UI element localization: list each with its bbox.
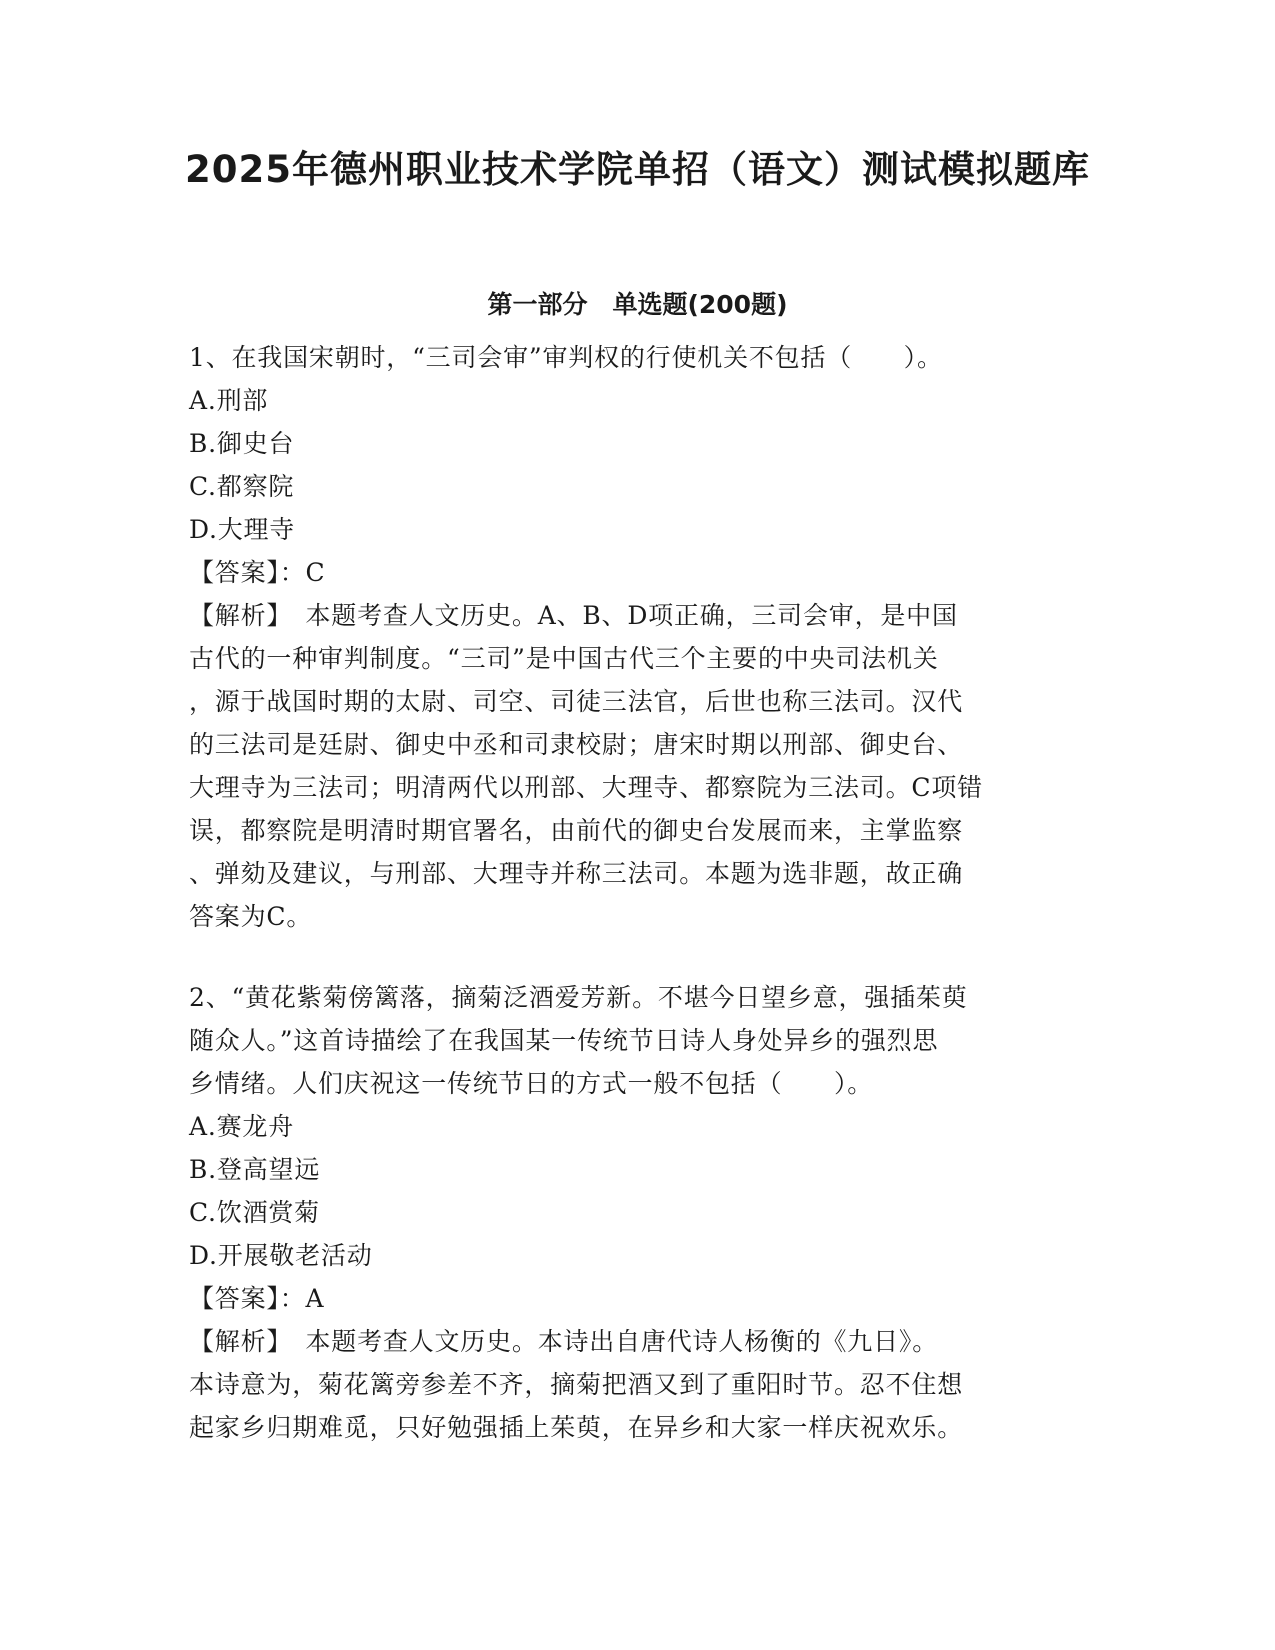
- analysis-line: 的三法司是廷尉、御史中丞和司隶校尉；唐宋时期以刑部、御史台、: [189, 730, 964, 759]
- option-c: C.都察院: [189, 472, 295, 501]
- analysis-line: 大理寺为三法司；明清两代以刑部、大理寺、都察院为三法司。C项错: [189, 773, 983, 802]
- section-heading: 第一部分 单选题(200题): [487, 290, 788, 319]
- question-2: [189, 976, 1089, 1449]
- question-1: [189, 336, 1089, 938]
- analysis-line: 误，都察院是明清时期官署名，由前代的御史台发展而来，主掌监察: [189, 816, 964, 845]
- analysis-line: 【解析】 本题考查人文历史。A、B、D项正确，三司会审，是中国: [189, 601, 958, 630]
- analysis-line: ，源于战国时期的太尉、司空、司徒三法官，后世也称三法司。汉代: [189, 687, 964, 716]
- analysis-line: 本诗意为，菊花篱旁参差不齐，摘菊把酒又到了重阳时节。忍不住想: [189, 1370, 964, 1399]
- question-stem-line: 随众人。”这首诗描绘了在我国某一传统节日诗人身处异乡的强烈思: [189, 1026, 939, 1055]
- question-stem-line: 乡情绪。人们庆祝这一传统节日的方式一般不包括（ ）。: [189, 1069, 874, 1098]
- question-stem-line: 2、“黄花紫菊傍篱落，摘菊泛酒爱芳新。不堪今日望乡意，强插茱萸: [189, 983, 968, 1012]
- document-title: 2025年德州职业技术学院单招（语文）测试模拟题库: [185, 148, 1090, 191]
- option-b: B.御史台: [189, 429, 295, 458]
- option-a: A.赛龙舟: [189, 1112, 295, 1141]
- analysis-line: 古代的一种审判制度。“三司”是中国古代三个主要的中央司法机关: [189, 644, 939, 673]
- analysis-line: 起家乡归期难觅，只好勉强插上茱萸，在异乡和大家一样庆祝欢乐。: [189, 1413, 964, 1442]
- option-d: D.大理寺: [189, 515, 296, 544]
- answer-line: 【答案】：C: [189, 558, 326, 587]
- analysis-line: 答案为C。: [189, 902, 313, 931]
- option-a: A.刑部: [189, 386, 269, 415]
- option-b: B.登高望远: [189, 1155, 321, 1184]
- option-c: C.饮酒赏菊: [189, 1198, 320, 1227]
- analysis-line: 【解析】 本题考查人文历史。本诗出自唐代诗人杨衡的《九日》。: [189, 1327, 939, 1356]
- option-d: D.开展敬老活动: [189, 1241, 373, 1270]
- analysis-line: 、弹劾及建议，与刑部、大理寺并称三法司。本题为选非题，故正确: [189, 859, 964, 888]
- answer-line: 【答案】：A: [189, 1284, 325, 1313]
- question-stem-line: 1、在我国宋朝时，“三司会审”审判权的行使机关不包括（ ）。: [189, 343, 943, 372]
